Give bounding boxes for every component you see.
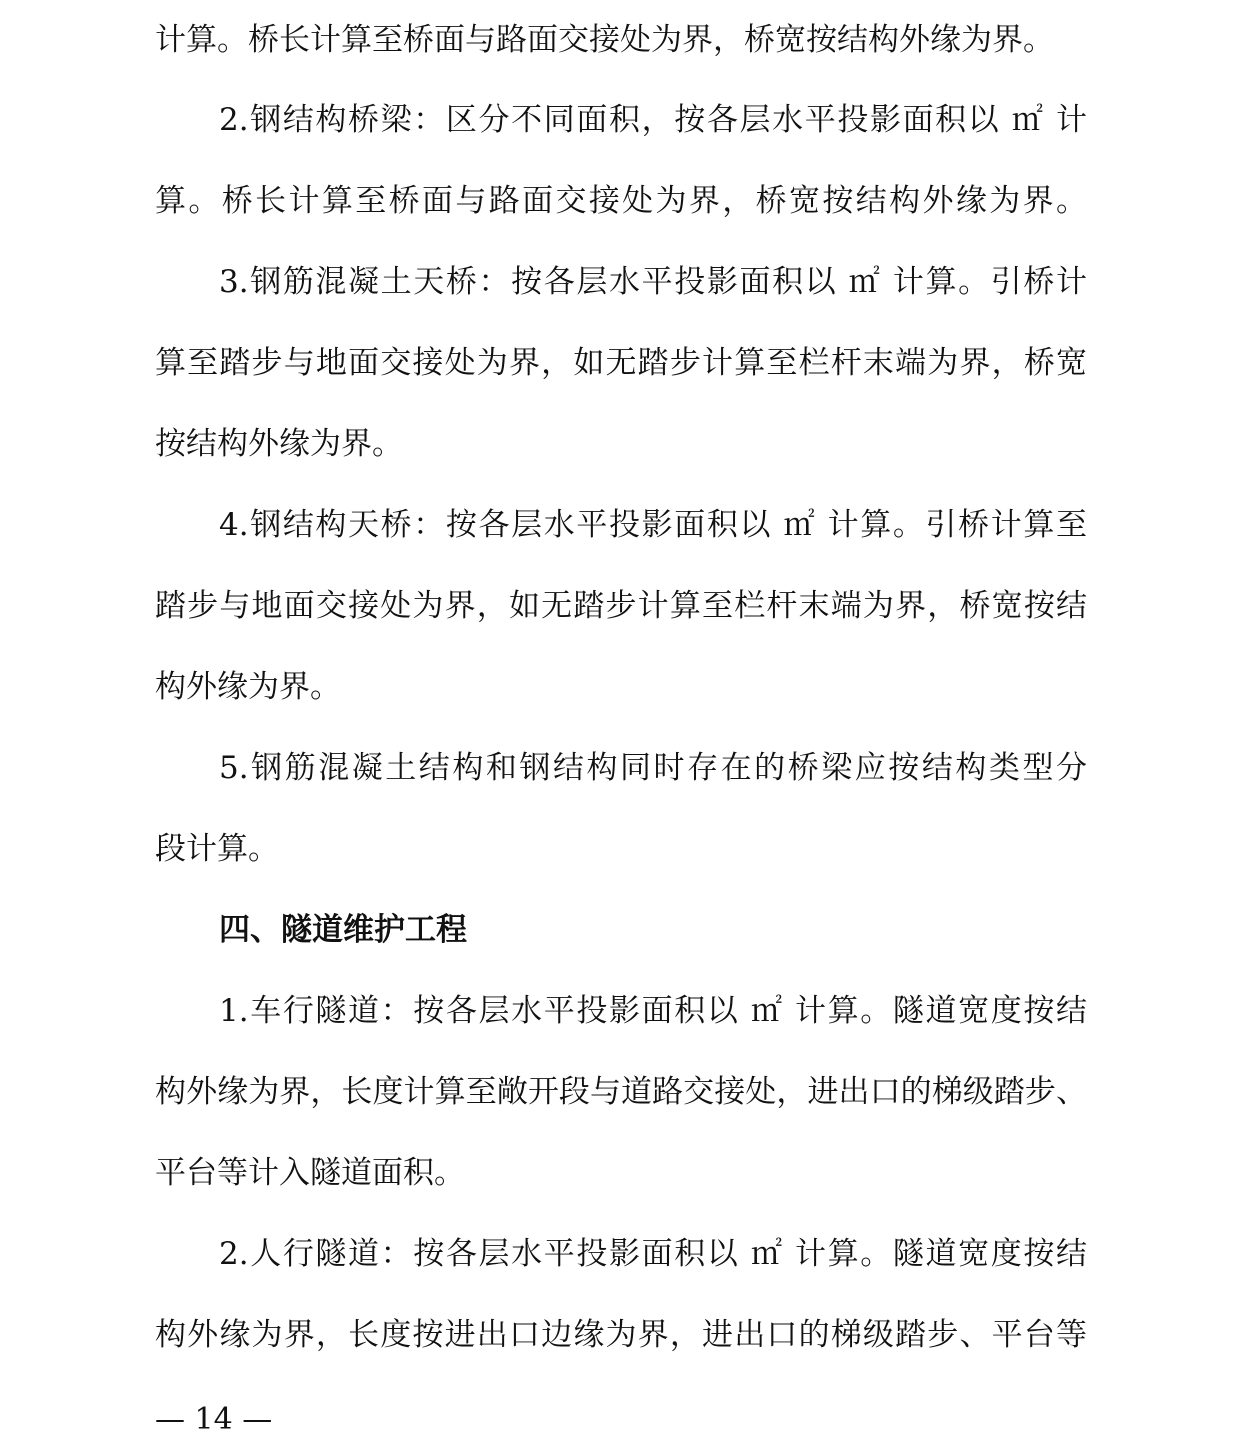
section-heading: 四、隧道维护工程 (219, 912, 467, 948)
body-line: 按结构外缘为界。 (155, 426, 403, 462)
body-line: 段计算。 (155, 831, 279, 867)
body-line: 构外缘为界，长度计算至敞开段与道路交接处，进出口的梯级踏步、 (155, 1074, 1087, 1110)
body-line: 平台等计入隧道面积。 (155, 1155, 465, 1191)
body-line: 2.钢结构桥梁：区分不同面积，按各层水平投影面积以 ㎡ 计 (219, 102, 1087, 138)
body-line: 2.人行隧道：按各层水平投影面积以 ㎡ 计算。隧道宽度按结 (219, 1236, 1087, 1272)
body-line: 算至踏步与地面交接处为界，如无踏步计算至栏杆末端为界，桥宽 (155, 345, 1087, 381)
body-line: 构外缘为界，长度按进出口边缘为界，进出口的梯级踏步、平台等 (155, 1317, 1087, 1353)
body-line: 1.车行隧道：按各层水平投影面积以 ㎡ 计算。隧道宽度按结 (219, 993, 1087, 1029)
body-line: 构外缘为界。 (155, 669, 341, 705)
page-number: — 14 — (155, 1402, 273, 1437)
body-line: 算。桥长计算至桥面与路面交接处为界，桥宽按结构外缘为界。 (155, 183, 1087, 219)
body-line: 计算。桥长计算至桥面与路面交接处为界，桥宽按结构外缘为界。 (155, 22, 1054, 58)
body-line: 5.钢筋混凝土结构和钢结构同时存在的桥梁应按结构类型分 (219, 750, 1087, 786)
body-line: 踏步与地面交接处为界，如无踏步计算至栏杆末端为界，桥宽按结 (155, 588, 1087, 624)
body-line: 4.钢结构天桥：按各层水平投影面积以 ㎡ 计算。引桥计算至 (219, 507, 1087, 543)
body-line: 3.钢筋混凝土天桥：按各层水平投影面积以 ㎡ 计算。引桥计 (219, 264, 1087, 300)
